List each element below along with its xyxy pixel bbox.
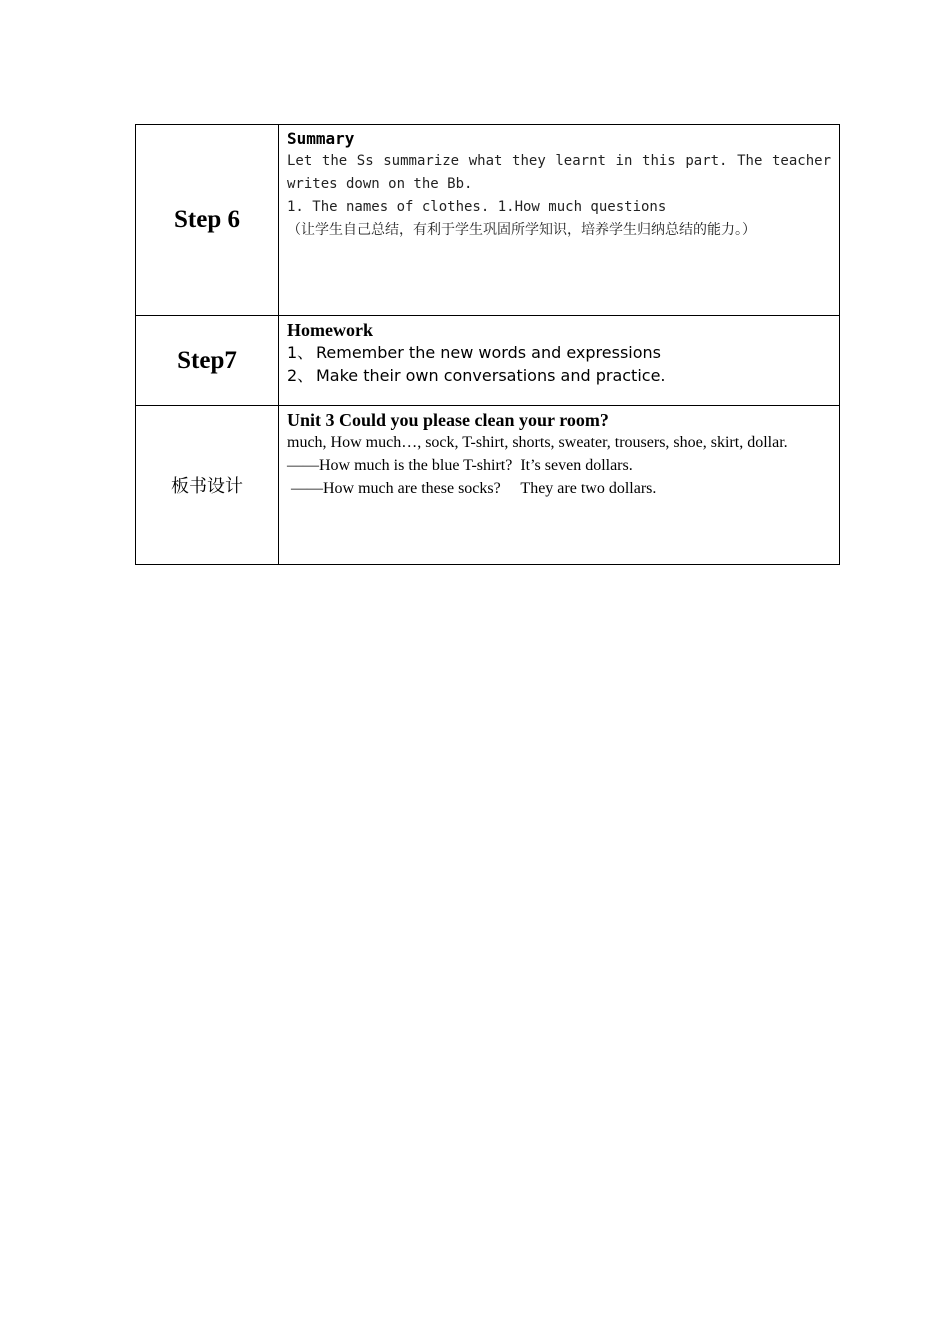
summary-note: （让学生自己总结，有利于学生巩固所学知识，培养学生归纳总结的能力。）: [287, 222, 756, 238]
step7-content-cell: [279, 316, 840, 406]
step7-label-cell: [136, 316, 279, 406]
board-label-cell: [136, 406, 279, 565]
board-design-row: [136, 406, 840, 565]
board-vocab: much, How much…, sock, T-shirt, shorts, sweater, trousers, shoe, skirt, dollar.: [287, 434, 788, 451]
step7-label: Step7: [177, 346, 237, 374]
homework-item-text: Make their own conversations and practice.: [316, 366, 666, 385]
homework-item: [287, 341, 831, 364]
homework-item-text: Remember the new words and expressions: [316, 343, 661, 362]
summary-body: Let the Ss summarize what they learnt in this part. The teacher writes down on the Bb.: [287, 153, 831, 192]
summary-points: 1. The names of clothes. 1.How much questions: [287, 199, 667, 215]
board-dialogue-line: ——How much are these socks? They are two dollars.: [287, 480, 657, 497]
board-content-cell: [279, 406, 840, 565]
summary-heading: Summary: [287, 129, 355, 148]
board-design-label: 板书设计: [171, 476, 243, 497]
homework-heading: Homework: [287, 320, 373, 340]
homework-item-number: 1、: [287, 343, 314, 362]
step6-row: [136, 125, 840, 316]
step7-row: [136, 316, 840, 406]
board-dialogue-line: ——How much is the blue T-shirt? It’s seven dollars.: [287, 457, 633, 474]
step6-label: Step 6: [174, 206, 240, 233]
board-title: Unit 3 Could you please clean your room?: [287, 410, 609, 430]
step6-label-cell: [136, 125, 279, 316]
homework-item-number: 2、: [287, 366, 314, 385]
homework-item: [287, 364, 831, 387]
step6-content-cell: [279, 125, 840, 316]
lesson-plan-table: [135, 124, 840, 565]
